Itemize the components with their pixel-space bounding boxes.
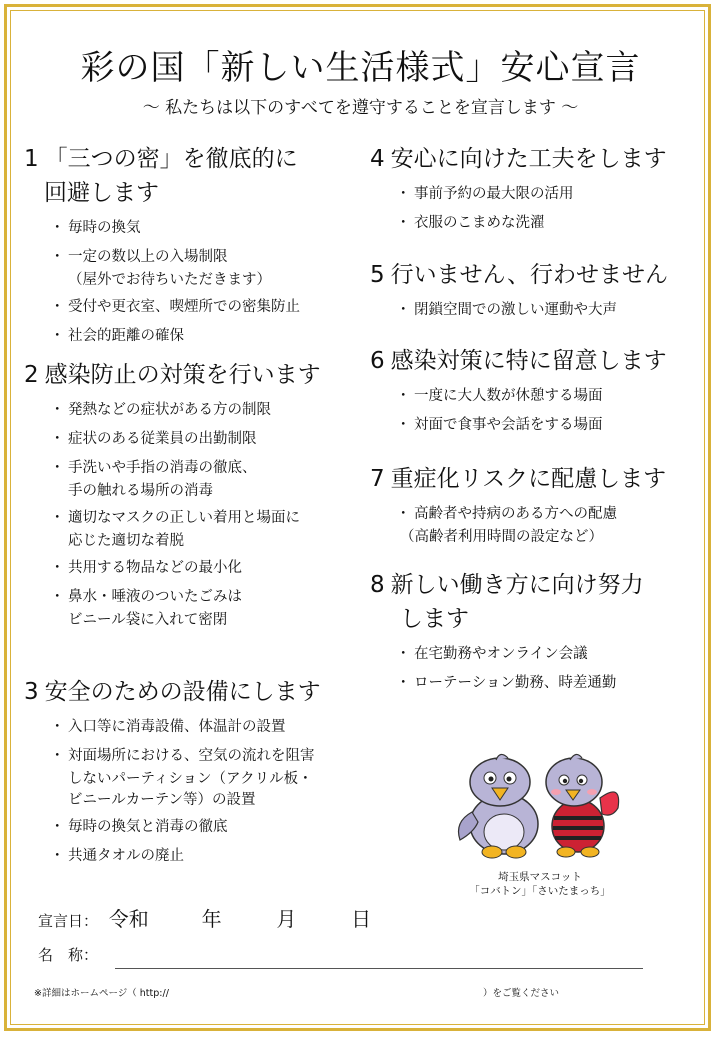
date-month-label: 月 [276,907,297,931]
list-item: ・ 手洗いや手指の消毒の徹底、 [54,454,354,483]
list-item-continuation: （高齢者利用時間の設定など） [400,529,603,545]
section-number: 1 [24,146,39,172]
list-item: ・ 閉鎖空間での激しい運動や大声 [400,296,700,325]
list-item: ・ 鼻水・唾液のついたごみは [54,583,354,612]
section-6 [370,344,700,440]
section-title-text: 回避します [44,180,159,206]
section-title-text: 行いません、行わせません [390,262,669,288]
name-row [38,944,98,965]
list-item: ・ 在宅勤務やオンライン会議 [400,640,700,669]
section-number: 2 [24,362,39,388]
section-title-text: します [400,606,469,632]
list-item-continuation: しないパーティション（アクリル板・ [68,771,313,787]
section-number: 7 [370,466,385,492]
name-input-line[interactable] [115,968,643,969]
section-title [370,344,700,378]
list-item: ・ 高齢者や持病のある方への配慮 [400,500,700,529]
section-number: 3 [24,679,39,705]
list-item: ・ 社会的距離の確保 [54,322,354,351]
list-item: ・ 発熱などの症状がある方の制限 [54,396,354,425]
section-3 [24,675,354,871]
section-7 [370,462,700,550]
section-title [370,142,700,176]
page-title: 彩の国「新しい生活様式」安心宣言 [80,48,641,88]
section-number: 4 [370,146,385,172]
list-item: ・ 受付や更衣室、喫煙所での密集防止 [54,293,354,322]
page-subtitle: ～ 私たちは以下のすべてを遵守することを宣言します ～ [142,98,579,118]
list-item: ・ 対面場所における、空気の流れを阻害 [54,742,354,771]
list-item-continuation: ビニールカーテン等）の設置 [68,792,256,808]
mascot-caption [440,870,640,898]
section-8 [370,568,700,698]
kobaton-mascot [459,754,539,858]
section-2 [24,358,354,633]
section-title [24,358,354,392]
list-item: ・ 適切なマスクの正しい着用と場面に [54,504,354,533]
section-title-text: 安全のための設備にします [44,679,321,705]
list-item: ・ 一定の数以上の入場制限 [54,243,354,272]
list-item: ・ 衣服のこまめな洗濯 [400,209,700,238]
date-era: 令和 [108,907,149,931]
date-year-label: 年 [201,907,222,931]
list-item: ・ 共用する物品などの最小化 [54,554,354,583]
section-title [370,568,700,636]
section-title [370,462,700,496]
section-title-text: 安心に向けた工夫をします [390,146,667,172]
list-item-continuation: （屋外でお待ちいただきます） [68,272,271,288]
date-day-label: 日 [351,907,372,931]
section-5 [370,258,700,325]
mascot-caption-line: 埼玉県マスコット [498,871,582,883]
section-4 [370,142,700,238]
list-item-continuation: 応じた適切な着脱 [68,533,184,549]
list-item: ・ 共通タオルの廃止 [54,842,354,871]
section-number: 6 [370,348,385,374]
footnote: ※詳細はホームページ（ http:// ）をご覧ください [34,988,559,999]
list-item-continuation: 手の触れる場所の消毒 [68,483,213,499]
section-title [370,258,700,292]
list-item: ・ 一度に大人数が休憩する場面 [400,382,700,411]
mascot-caption-line: 「コバトン」「さいたまっち」 [469,885,611,897]
list-item: ・ 入口等に消毒設備、体温計の設置 [54,713,354,742]
section-title [24,142,354,210]
date-label: 宣言日： [38,912,99,930]
list-item: ・ 対面で食事や会話をする場面 [400,411,700,440]
section-number: 8 [370,572,385,598]
list-item: ・ 事前予約の最大限の活用 [400,180,700,209]
section-title-text: 感染対策に特に留意します [390,348,667,374]
name-label: 名 称： [38,946,99,964]
list-item: ・ ローテーション勤務、時差通勤 [400,669,700,698]
section-1 [24,142,354,351]
list-item: ・ 症状のある従業員の出勤制限 [54,425,354,454]
declaration-date-row [38,903,371,932]
list-item: ・ 毎時の換気 [54,214,354,243]
list-item: ・ 毎時の換気と消毒の徹底 [54,813,354,842]
saitamacchi-mascot [546,754,619,857]
section-title-text: 重症化リスクに配慮します [390,466,667,492]
list-item-continuation: ビニール袋に入れて密閉 [68,612,228,628]
section-title-text: 「三つの密」を徹底的に [44,146,298,172]
section-number: 5 [370,262,385,288]
mascot-illustration [452,752,632,862]
section-title [24,675,354,709]
section-title-text: 感染防止の対策を行います [44,362,321,388]
section-title-text: 新しい働き方に向け努力 [390,572,644,598]
